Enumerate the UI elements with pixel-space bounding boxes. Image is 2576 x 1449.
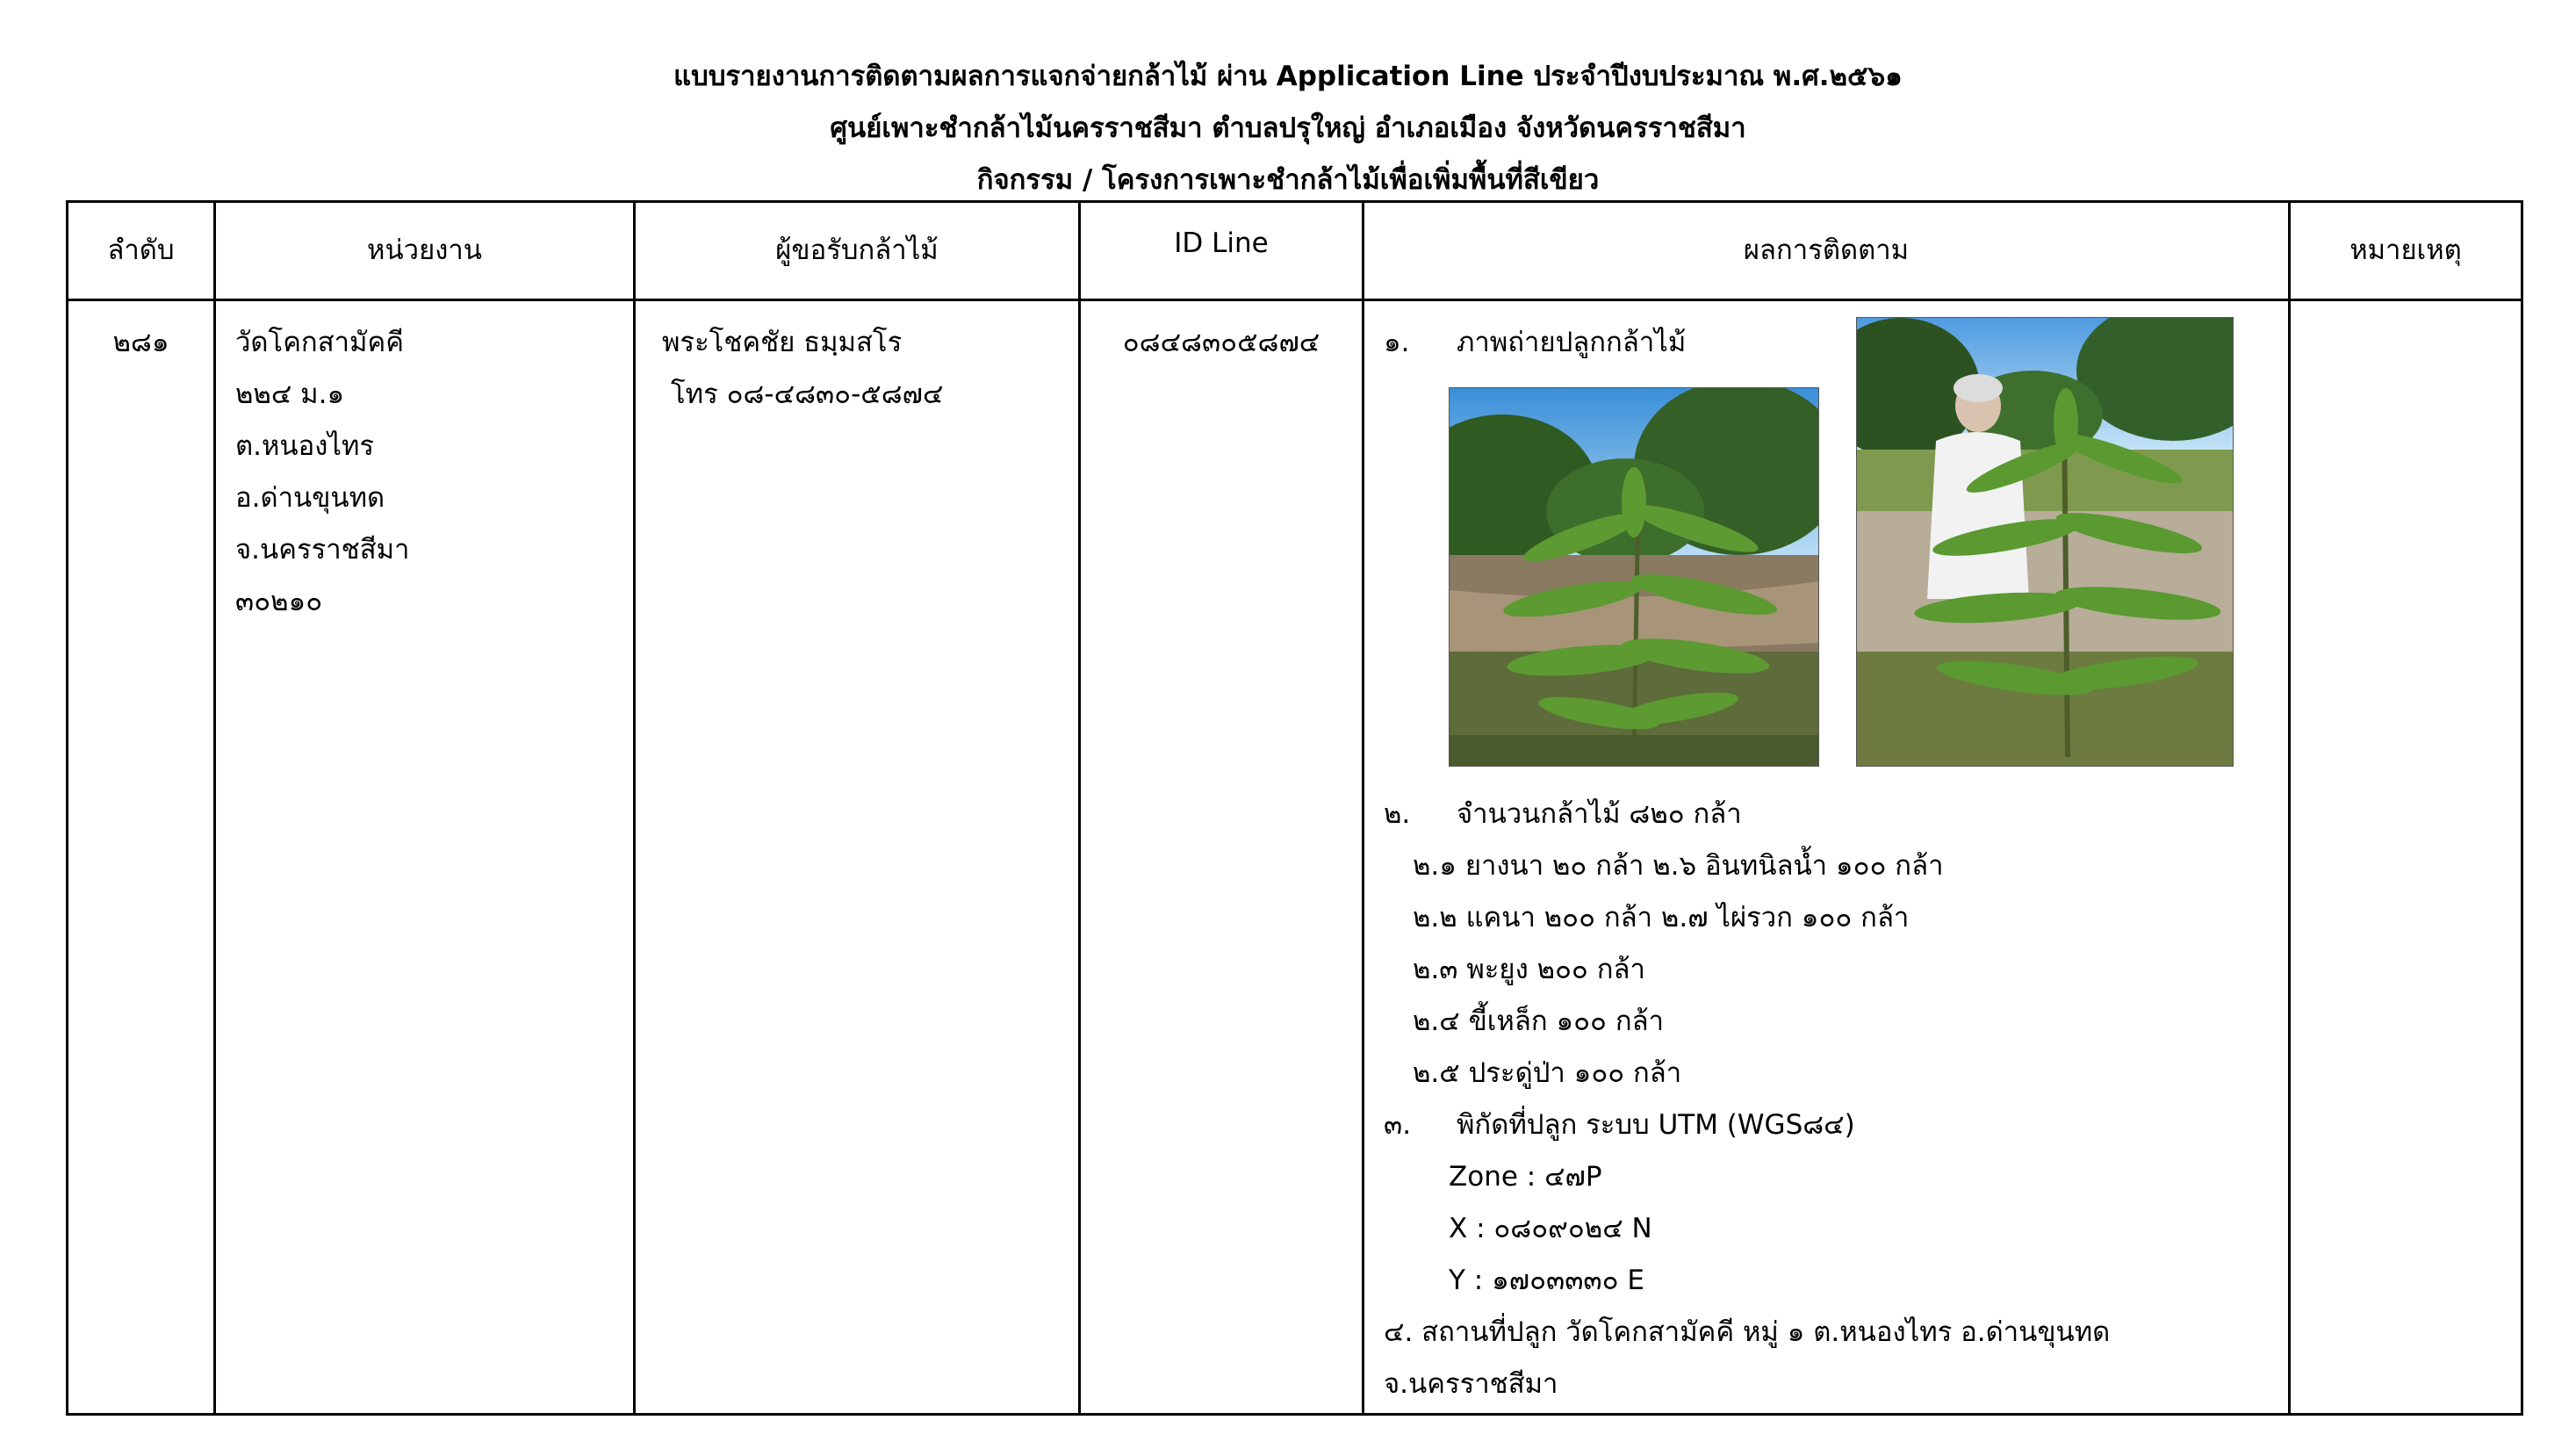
col-header-id-line: ID Line: [1080, 202, 1364, 300]
result-item4-line1: ๔. สถานที่ปลูก วัดโคกสามัคคี หมู่ ๑ ต.หนองไทร อ.ด่านขุนทด: [1384, 1316, 2111, 1348]
photo-person-with-seedling: [1856, 317, 2234, 767]
recipient-name: พระโชคชัย ธมฺมสโร: [662, 327, 903, 358]
agency-province: จ.นครราชสีมา: [235, 534, 410, 566]
report-table: [66, 200, 2523, 1416]
result-item3-text: พิกัดที่ปลูก ระบบ UTM (WGS๘๔): [1457, 1109, 1855, 1141]
col-header-note: หมายเหตุ: [2290, 202, 2522, 300]
coord-y: Y : ๑๗๐๓๓๓๐ E: [1449, 1265, 1644, 1296]
species-line-4: ๒.๔ ขี้เหล็ก ๑๐๐ กล้า: [1413, 1006, 1664, 1037]
agency-name: วัดโคกสามัคคี: [235, 327, 404, 358]
species-line-5: ๒.๕ ประดู่ป่า ๑๐๐ กล้า: [1413, 1057, 1682, 1089]
seq-number: ๒๘๑: [112, 327, 169, 358]
report-subtitle-center: ศูนย์เพาะชำกล้าไม้นครราชสีมา ตำบลปรุใหญ่ อำเภอเมือง จังหวัดนครราชสีมา: [830, 112, 1746, 144]
cell-agency: [215, 300, 635, 1415]
table-row: [68, 300, 2522, 1415]
species-line-3: ๒.๓ พะยูง ๒๐๐ กล้า: [1413, 954, 1645, 985]
coord-zone: Zone : ๔๗P: [1449, 1161, 1602, 1193]
cell-id-line: [1080, 300, 1364, 1415]
species-line-1: ๒.๑ ยางนา ๒๐ กล้า ๒.๖ อินทนิลน้ำ ๑๐๐ กล้า: [1413, 850, 1944, 882]
result-item4-line2: จ.นครราชสีมา: [1384, 1368, 1558, 1400]
result-item1-number: ๑.: [1384, 327, 1410, 358]
agency-subdistrict: ต.หนองไทร: [235, 430, 375, 462]
col-header-recipient: ผู้ขอรับกล้าไม้: [635, 202, 1080, 300]
id-line-value: ๐๘๔๘๓๐๕๘๗๔: [1122, 327, 1320, 358]
table-header-row: [68, 202, 2522, 300]
result-item1-text: ภาพถ่ายปลูกกล้าไม้: [1457, 327, 1687, 358]
agency-postcode: ๓๐๒๑๐: [235, 586, 323, 617]
report-subtitle-activity: กิจกรรม / โครงการเพาะชำกล้าไม้เพื่อเพิ่มพื้นที่สีเขียว: [976, 164, 1600, 196]
cell-note: [2290, 300, 2522, 1415]
report-title: แบบรายงานการติดตามผลการแจกจ่ายกล้าไม้ ผ่าน Application Line ประจำปีงบประมาณ พ.ศ.๒๕๖๑: [673, 61, 1903, 92]
report-header: [0, 51, 2576, 206]
agency-district: อ.ด่านขุนทด: [235, 482, 385, 514]
person-photo-graphic: [1857, 318, 2233, 766]
photo-seedling-tree: [1449, 387, 1819, 767]
result-item3-number: ๓.: [1384, 1109, 1412, 1141]
col-header-seq: ลำดับ: [68, 202, 215, 300]
col-header-agency: หน่วยงาน: [215, 202, 635, 300]
cell-recipient: [635, 300, 1080, 1415]
result-item2-number: ๒.: [1384, 798, 1411, 830]
seedling-photo-graphic: [1450, 388, 1818, 766]
coord-x: X : ๐๘๐๙๐๒๔ N: [1449, 1213, 1652, 1244]
recipient-phone: โทร ๐๘-๔๘๓๐-๕๘๗๔: [671, 378, 944, 410]
col-header-result: ผลการติดตาม: [1364, 202, 2290, 300]
cell-seq: [68, 300, 215, 1415]
cell-result: [1364, 300, 2290, 1415]
result-item2-text: จำนวนกล้าไม้ ๘๒๐ กล้า: [1457, 798, 1742, 830]
species-line-2: ๒.๒ แคนา ๒๐๐ กล้า ๒.๗ ไผ่รวก ๑๐๐ กล้า: [1413, 902, 1910, 934]
agency-address: ๒๒๔ ม.๑: [235, 378, 345, 410]
